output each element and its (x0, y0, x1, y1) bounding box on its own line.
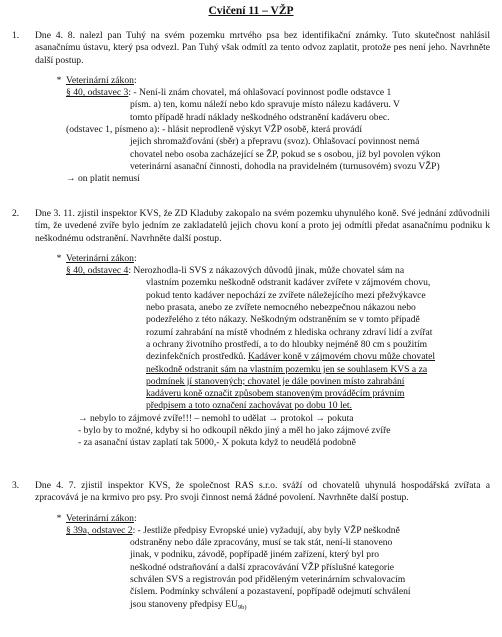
law-line: tomto případě hradí náklady neškodného odstranění kadáveru obec. (130, 111, 390, 123)
task-3 (12, 480, 490, 614)
law-line: jejich shromažďování (sběr) a přepravu (svoz). Ohlašovací povinnost nemá (130, 136, 420, 148)
law-line: : - Není-li znám chovatel, má ohlašovací povinnost podle odstavce 1 (128, 87, 392, 99)
law-underlined-line: podmínek jí stanovených; chovatel je dále povinen místo zahrabání (146, 375, 405, 387)
law-underlined-line: neškodně odstranit sám na vlastním pozemku jen se souhlasem KVS a za (146, 363, 428, 375)
bullet-icon: * (56, 512, 62, 524)
law-section (52, 75, 490, 186)
task-text: Dne 4. 8. nalezl pan Tuhý na svém pozemku mrtvého psa bez identifikační známky. Tuto skutečnost nahlásil asanačnímu ústavu, který psa odvezl. Pan Tuhý však odmítl za tento odvoz zaplatit, protože pes není jeho. Navrhněte další postup. (35, 30, 490, 66)
law-line: : - Jestliže předpisy Evropské unie) vyžadují, aby byly VŽP neškodně (132, 524, 400, 536)
law-line: jinak, v podniku, závodě, popřípadě jiném zařízení, který byl pro (130, 549, 380, 561)
law-line: podezřelého z této nákazy. Neškodným odstraněním se v tomto případě (146, 314, 420, 326)
conclusion: - bylo by to možné, kdyby si ho odkoupil někdo jiný a měl ho jako zájmové zvíře (78, 425, 391, 437)
law-line: schválen SVS a registrován pod přiděleným veterinárním schvalovacím (130, 574, 406, 586)
law-citation: § 39a, odstavec 2 (66, 524, 133, 536)
law-underlined-line: Kadáver koně v zájmovém chovu může chovatel (248, 351, 436, 363)
law-citation: § 40, odstavec 3 (66, 87, 129, 99)
law-label: Veterinární zákon (66, 512, 134, 524)
law-colon: : (133, 74, 137, 86)
law-line: (odstavec 1, písmeno a): - hlásit neprodleně výskyt VŽP osobě, která provádí (66, 124, 363, 136)
law-line: vlastním pozemku neškodně odstranit kadáver zvířete v zájmovém chovu, (146, 277, 431, 289)
law-label: Veterinární zákon (66, 74, 134, 86)
bullet-icon: * (56, 74, 62, 86)
law-line: chovatel nebo osoba zacházející se ŽP, pokud se s osobou, jíž byl povolen výkon (130, 148, 441, 160)
law-line: nebo prasata, anebo ze zvířete nemocného nebezpečnou nákazou nebo (146, 302, 416, 314)
law-underlined-line: předpisem a toto označení zachovávat po dobu 10 let. (146, 400, 352, 412)
law-line: pokud tento kadáver nepochází ze zvířete náležejícího mezi přežvýkavce (146, 289, 426, 301)
law-section (52, 513, 490, 614)
law-underlined-line: kadáveru koně označit způsobem stanoveným prováděcím právním (146, 388, 405, 400)
task-number: 2. (12, 208, 20, 219)
task-number: 3. (12, 480, 20, 491)
law-line: písm. a) ten, komu náleží nebo kdo spravuje místo nálezu kadáveru. V (130, 99, 400, 111)
bullet-icon: * (56, 252, 62, 264)
law-line: rozumí zahrabání na místě vhodném z hlediska ochrany zdraví lidí a zvířat (146, 326, 433, 338)
law-line: číslem. Podmínky schválení a pozastavení, popřípadě odejmutí schválení (130, 586, 411, 598)
law-citation: § 40, odstavec 4 (66, 265, 129, 277)
law-label: Veterinární zákon (66, 252, 134, 264)
law-line: : Nerozhodla-li SVS z nákazových důvodů jinak, může chovatel sám na (128, 265, 405, 277)
conclusion: → nebylo to zájmové zvíře!!! – nemohl to udělat → protokol → pokuta (78, 412, 354, 424)
law-line: odstraněny nebo dále zpracovány, musí se tak stát, není-li stanoveno (130, 537, 393, 549)
law-section (52, 253, 490, 450)
law-line: veterinární asanační činnosti, dohodla na pravidelném (turnusovém) svozu VŽP) (130, 160, 440, 172)
task-text: Dne 4. 7. zjistil inspektor KVS, že společnost RAS s.r.o. sváží od chovatelů uhynulá hospodářská zvířata a zpracovává je na krmivo pro psy. Pro svoji činnost nemá žádné povolení. Navrhněte další postup. (35, 480, 490, 504)
law-colon: : (133, 512, 137, 524)
law-line: a ochrany životního prostředí, a to do hloubky nejméně 80 cm s použitím (146, 338, 428, 350)
conclusion: → on platit nemusí (66, 173, 140, 185)
law-colon: : (133, 252, 137, 264)
law-line: jsou stanoveny předpisy EU (130, 598, 238, 610)
task-number: 1. (12, 30, 20, 41)
page-title: Cvičení 11 – VŽP (208, 5, 294, 17)
law-line: dezinfekčních prostředků. (146, 351, 246, 363)
task-text: Dne 3. 11. zjistil inspektor KVS, že ZD Kladuby zakopalo na svém pozemku uhynulého koně. Své jednání zdůvodnili tím, že uvedené zvíře bylo jedním ze zakladatelů jejich chovu koní a proto jej odmítli předat asanačnímu podniku k neškodnému odstranění. Navrhněte další postup. (35, 208, 490, 244)
footnote-mark: 9b) (237, 603, 247, 611)
law-line: neškodné odstraňování a další zpracovávání VŽP příslušné kategorie (130, 561, 395, 573)
task-1 (12, 30, 490, 186)
conclusion: - za asanační ústav zaplatí tak 5000,- X pokuta když to neudělá podobně (78, 437, 356, 449)
task-2 (12, 208, 490, 450)
